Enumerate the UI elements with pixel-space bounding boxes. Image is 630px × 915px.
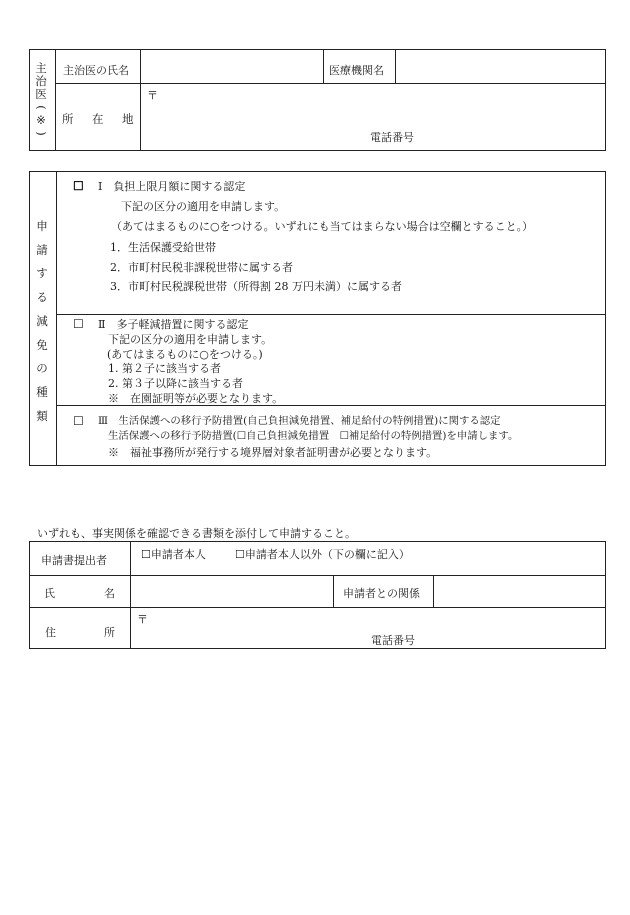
applicant-intro: いずれも、事実関係を確認できる書類を添付して申請すること。 — [37, 527, 356, 540]
section2-note: (あてはまるものに○をつける。) — [107, 348, 263, 361]
relation-field[interactable] — [434, 576, 605, 606]
side-char: る — [36, 290, 48, 305]
side-char: の — [36, 361, 48, 376]
divider — [323, 49, 324, 83]
divider — [56, 171, 57, 466]
side-char: 治 — [35, 74, 47, 88]
institution-label: 医療機関名 — [329, 64, 384, 77]
side-char: す — [36, 266, 48, 281]
divider — [333, 575, 334, 607]
side-char: 類 — [36, 408, 48, 423]
divider — [56, 405, 606, 406]
submitter-option-other[interactable]: ☐申請者本人以外（下の欄に記入） — [235, 548, 410, 561]
section1-item: 2．市町村民税非課税世帯に属する者 — [110, 261, 293, 274]
section2-desc: 下記の区分の適用を申請します。 — [108, 333, 273, 346]
address-label-char: 所 — [62, 112, 74, 126]
submitter-option-self[interactable]: ☐申請者本人 — [141, 548, 206, 561]
applicant-name-field[interactable] — [131, 576, 332, 606]
address-label-char: 在 — [92, 112, 104, 126]
doctor-side-label — [34, 62, 48, 140]
section1-item: 1．生活保護受給世帯 — [110, 241, 216, 254]
divider — [55, 49, 56, 151]
section3-title: Ⅲ 生活保護への移行予防措置(自己負担減免措置、補足給付の特例措置)に関する認定 — [98, 415, 501, 427]
address-label-char: 所 — [104, 626, 115, 639]
side-char: ) — [34, 131, 49, 136]
section2-checkbox[interactable]: ☐ — [73, 317, 84, 331]
submitter-label: 申請書提出者 — [41, 554, 107, 567]
institution-field[interactable] — [396, 50, 605, 82]
doctor-name-label: 主治医の氏名 — [63, 64, 129, 77]
section1-note: （あてはまるものに○をつける。いずれにも当てはまらない場合は空欄とすること。） — [111, 220, 534, 233]
side-char: 免 — [36, 337, 48, 352]
divider — [56, 314, 606, 315]
side-char: 申 — [36, 219, 48, 233]
section3-desc: 生活保護への移行予防措置(☐自己負担減免措置 ☐補足給付の特例措置)を申請します。 — [108, 430, 519, 442]
section2-item: 1. 第２子に該当する者 — [108, 362, 221, 375]
side-char: 医 — [35, 87, 47, 101]
section1-item: 3．市町村民税課税世帯（所得割 28 万円未満）に属する者 — [110, 280, 402, 293]
applicant-address-field[interactable] — [131, 608, 605, 648]
side-char: 減 — [36, 313, 48, 328]
name-label-char: 名 — [104, 587, 115, 600]
side-char: 請 — [36, 242, 48, 257]
section3-note: ※ 福祉事務所が発行する境界層対象者証明書が必要となります。 — [108, 446, 438, 459]
address-label-char: 住 — [45, 626, 56, 639]
name-label-char: 氏 — [44, 587, 55, 600]
section2-title: Ⅱ 多子軽減措置に関する認定 — [98, 318, 249, 331]
section3-checkbox[interactable]: ☐ — [73, 414, 84, 428]
side-char: ( — [34, 105, 49, 110]
address-label-char: 地 — [122, 112, 134, 126]
section2-item: ※ 在園証明等が必要となります。 — [108, 392, 284, 405]
section2-item: 2. 第３子以降に該当する者 — [108, 377, 243, 390]
postal-mark: 〒 — [147, 89, 158, 102]
section1-checkbox[interactable]: ☐ — [73, 179, 84, 193]
doctor-name-field[interactable] — [141, 50, 322, 82]
phone-label: 電話番号 — [370, 131, 414, 144]
reduction-side-label — [35, 215, 49, 428]
side-char: ※ — [36, 113, 46, 127]
section1-title: Ⅰ 負担上限月額に関する認定 — [98, 180, 246, 193]
side-char: 主 — [35, 61, 47, 75]
phone-label: 電話番号 — [371, 634, 415, 647]
section1-desc: 下記の区分の適用を申請します。 — [121, 200, 286, 213]
relation-label: 申請者との関係 — [343, 587, 420, 600]
postal-mark: 〒 — [137, 613, 148, 626]
side-char: 種 — [36, 384, 48, 399]
